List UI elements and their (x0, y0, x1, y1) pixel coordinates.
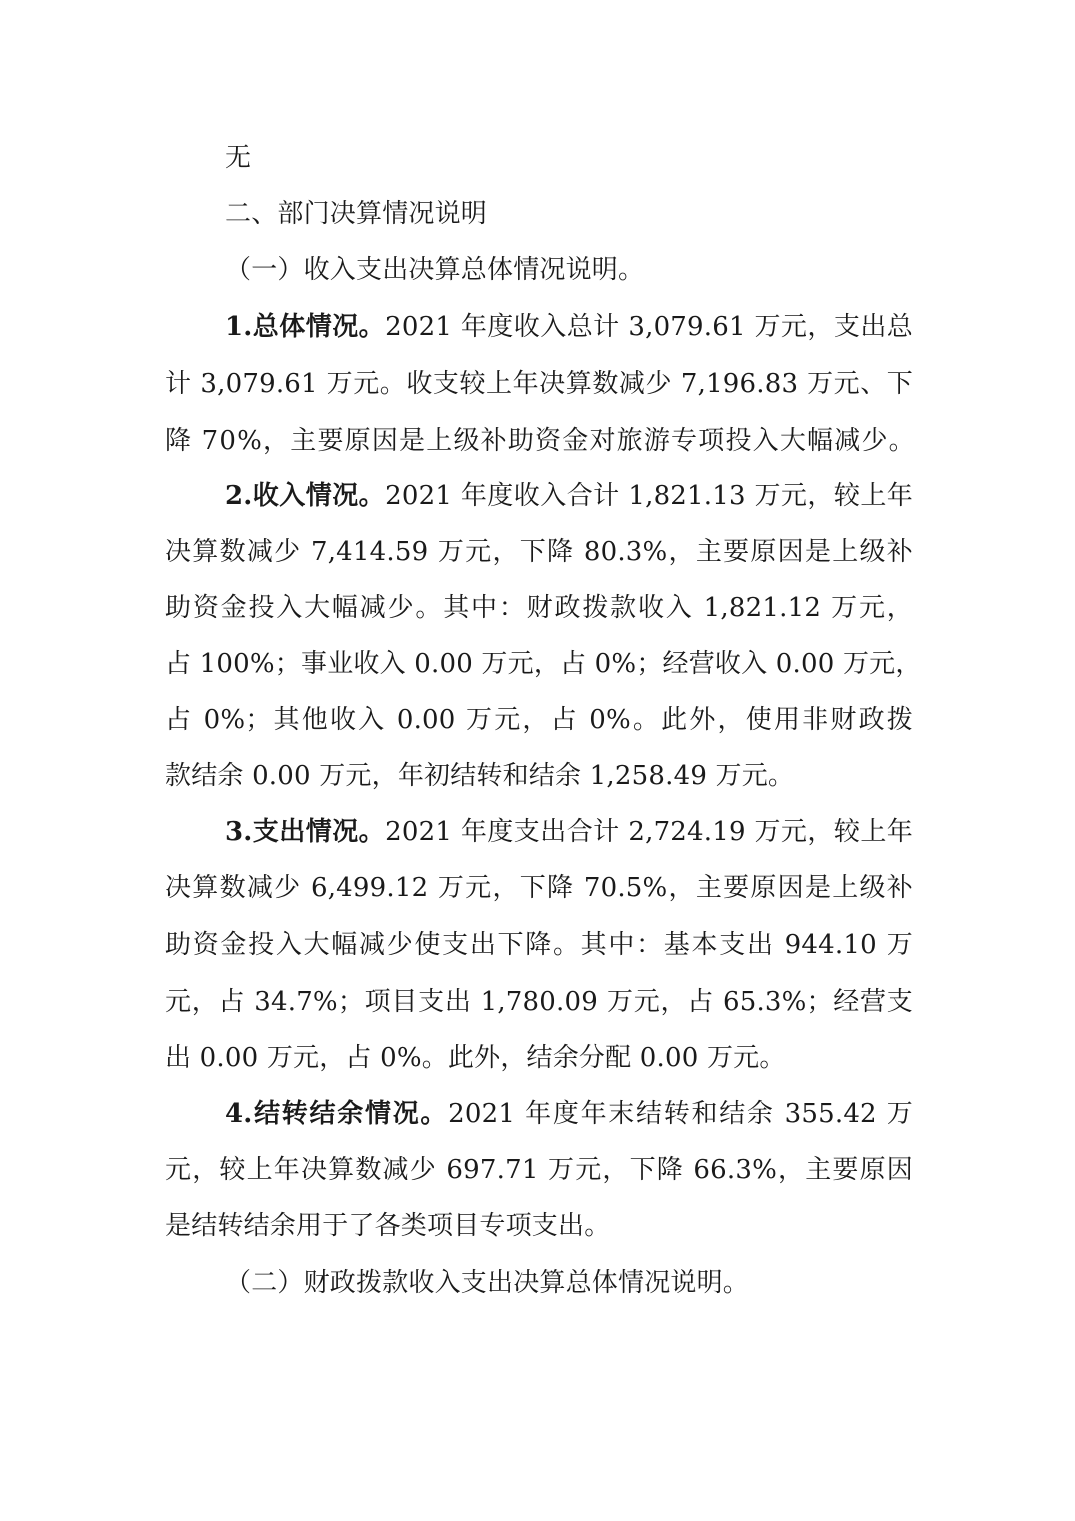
paragraph-2-line-4: 占 100%；事业收入 0.00 万元，占 0%；经营收入 0.00 万元， (165, 649, 922, 679)
paragraph-1-line-1 (225, 309, 913, 345)
paragraph-2-text: 2021 年度收入合计 1,821.13 万元，较上年 (385, 481, 913, 511)
paragraph-3-line-2: 决算数减少 6,499.12 万元，下降 70.5%，主要原因是上级补 (165, 873, 913, 903)
paragraph-1-lead: 1.总体情况。 (225, 312, 386, 342)
paragraph-2-line-3: 助资金投入大幅减少。其中：财政拨款收入 1,821.12 万元， (165, 593, 913, 623)
subsection-title-2: （二）财政拨款收入支出决算总体情况说明。 (225, 1268, 750, 1298)
paragraph-2-line-5: 占 0%；其他收入 0.00 万元，占 0%。此外，使用非财政拨 (165, 705, 913, 735)
paragraph-2-line-2: 决算数减少 7,414.59 万元，下降 80.3%，主要原因是上级补 (165, 537, 913, 567)
paragraph-1-line-2: 计 3,079.61 万元。收支较上年决算数减少 7,196.83 万元、下 (165, 369, 913, 399)
paragraph-1-text: 2021 年度收入总计 3,079.61 万元，支出总 (385, 312, 913, 342)
paragraph-3-line-1 (225, 814, 913, 850)
paragraph-2-line-1 (225, 478, 913, 514)
paragraph-3-text: 2021 年度支出合计 2,724.19 万元，较上年 (385, 817, 913, 847)
paragraph-2-lead: 2.收入情况。 (225, 481, 386, 511)
paragraph-4-lead: 4.结转结余情况。 (225, 1099, 449, 1129)
paragraph-4-line-2: 元，较上年决算数减少 697.71 万元，下降 66.3%，主要原因 (165, 1155, 913, 1185)
paragraph-2-line-6: 款结余 0.00 万元，年初结转和结余 1,258.49 万元。 (165, 761, 795, 791)
paragraph-3-lead: 3.支出情况。 (225, 817, 386, 847)
paragraph-4-line-3: 是结转结余用于了各类项目专项支出。 (165, 1211, 611, 1241)
text-line-none: 无 (225, 143, 252, 173)
paragraph-3-line-5: 出 0.00 万元，占 0%。此外，结余分配 0.00 万元。 (165, 1043, 786, 1073)
subsection-title-1: （一）收入支出决算总体情况说明。 (225, 255, 645, 285)
section-title: 二、部门决算情况说明 (225, 199, 488, 229)
paragraph-1-line-3: 降 70%，主要原因是上级补助资金对旅游专项投入大幅减少。 (165, 426, 916, 456)
paragraph-3-line-4: 元，占 34.7%；项目支出 1,780.09 万元，占 65.3%；经营支 (165, 987, 913, 1017)
paragraph-4-line-1 (225, 1096, 913, 1132)
paragraph-4-text: 2021 年度年末结转和结余 355.42 万 (448, 1099, 913, 1129)
paragraph-3-line-3: 助资金投入大幅减少使支出下降。其中：基本支出 944.10 万 (165, 930, 913, 960)
